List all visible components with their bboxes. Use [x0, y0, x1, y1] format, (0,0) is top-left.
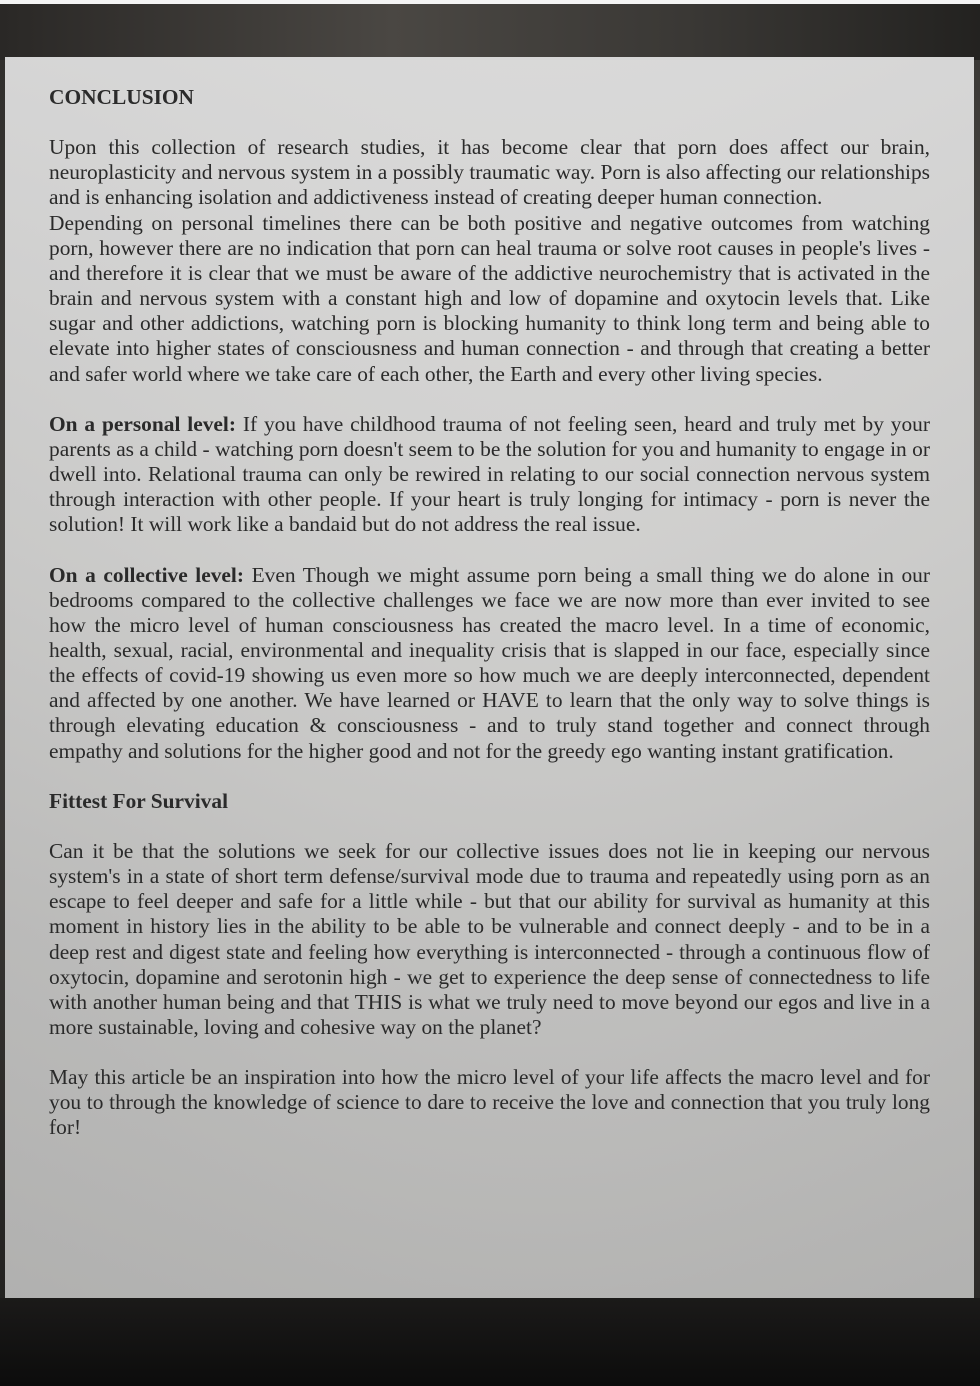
- fittest-paragraph: Can it be that the solutions we seek for our collective issues does not lie in keeping our nervous system's in a state of short term defense/survival mode due to trauma and repeatedly using porn as an escape to feel deeper and safe for a little while - but that our ability for survival as humanity at this moment in history lies in the ability to be able to be vulnerable and connect deeply - and to be in a deep rest and digest state and feeling how everything is interconnected - through a continuous flow of oxytocin, dopamine and serotonin high - we get to experience the deep sense of connectedness to life with another human being and that THIS is what we truly need to move beyond our egos and live in a more sustainable, loving and cohesive way on the planet?: [49, 838, 930, 1039]
- collective-level-text: Even Though we might assume porn being a small thing we do alone in our bedrooms compared to the collective challenges we face we are now more than ever invited to see how the micro level of human consciousness has created the macro level. In a time of economic, health, sexual, racial, environmental and inequality crisis that is slapped in our face, especially since the effects of covid-19 showing us even more so how much we are deeply interconnected, dependent and affected by one another. We have learned or HAVE to learn that the only way to solve things is through elevating education & consciousness - and to truly stand together and connect through empathy and solutions for the higher good and not for the greedy ego wanting instant gratification.: [49, 562, 931, 763]
- personal-level-lead: On a personal level:: [49, 411, 236, 436]
- conclusion-paragraph-1: Upon this collection of research studies, it has become clear that porn does affect our brain, neuroplasticity and nervous system in a possibly traumatic way. Porn is also affecting our relationships and is enhancing isolation and addictiveness instead of creating deeper human connection.: [49, 135, 930, 210]
- collective-level-paragraph: [49, 563, 930, 764]
- fittest-heading: Fittest For Survival: [49, 788, 229, 813]
- personal-level-text: If you have childhood trauma of not feeling seen, heard and truly met by your parents as a child - watching porn doesn't seem to be the solution for you and humanity to engage in or dwell into. Relational trauma can only be rewired in relating to our social connection nervous system through interaction with other people. If your heart is truly longing for intimacy - porn is never the solution! It will work like a bandaid but do not address the real issue.: [49, 411, 930, 537]
- background-photo-bottom: [0, 1298, 980, 1386]
- personal-level-paragraph: [49, 412, 930, 538]
- collective-level-lead: On a collective level:: [49, 562, 244, 587]
- text-panel: [5, 57, 974, 1298]
- background-photo-top: [0, 4, 980, 60]
- conclusion-paragraph-2: Depending on personal timelines there can be both positive and negative outcomes from watching porn, however there are no indication that porn can heal trauma or solve root causes in people's lives - and therefore it is clear that we must be aware of the addictive neurochemistry that is activated in the brain and nervous system with a constant high and low of dopamine and oxytocin levels that. Like sugar and other addictions, watching porn is blocking humanity to think long term and being able to elevate into higher states of consciousness and human connection - and through that creating a better and safer world where we take care of each other, the Earth and every other living species.: [49, 210, 930, 386]
- final-paragraph: May this article be an inspiration into how the micro level of your life affects the macro level and for you to through the knowledge of science to dare to receive the love and connection that you truly long for!: [49, 1065, 930, 1140]
- conclusion-heading: CONCLUSION: [49, 85, 195, 109]
